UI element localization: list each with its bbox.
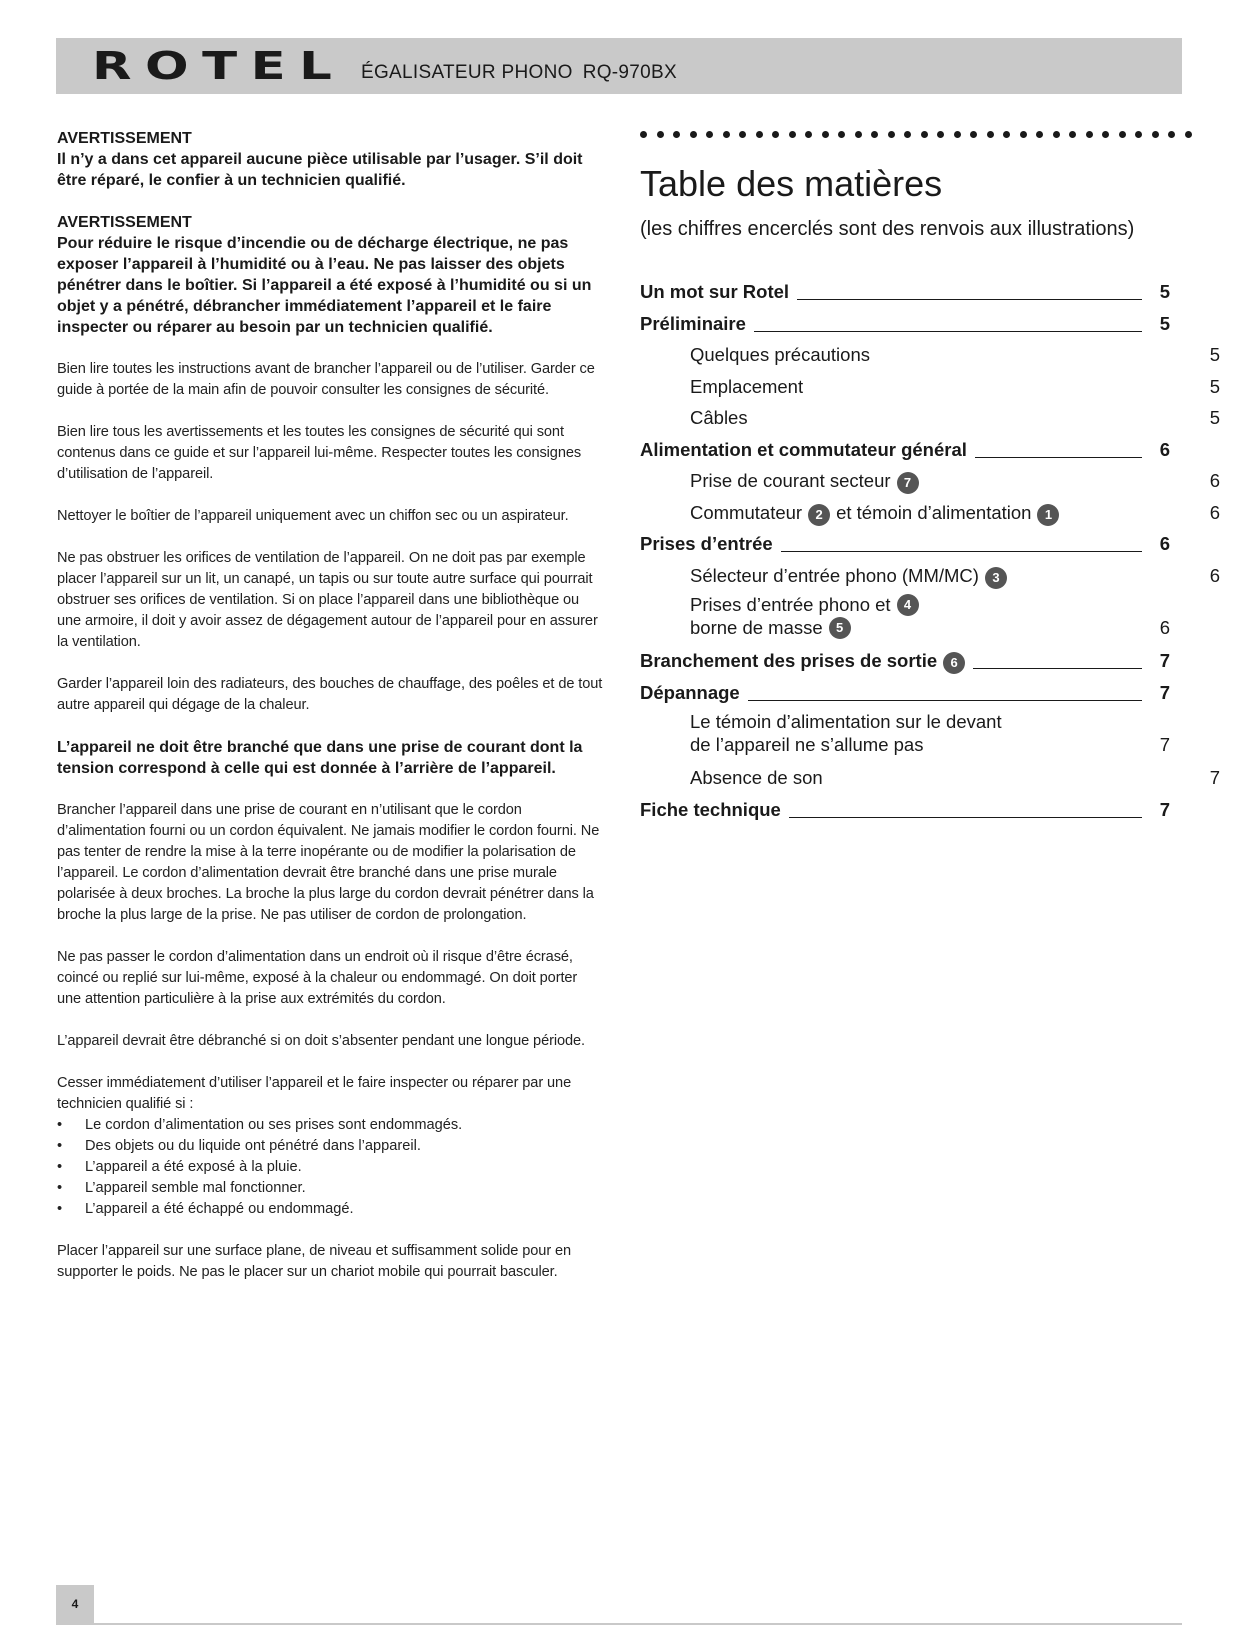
voltage-warning: L’appareil ne doit être branché que dans une prise de courant dont la tension correspond à celle qui est donnée à l’arrière de l’appareil. bbox=[57, 739, 583, 777]
toc-entry[interactable]: Branchement des prises de sortie 6 7 bbox=[640, 645, 1170, 677]
divider-dot bbox=[805, 131, 812, 138]
toc-entry[interactable]: Fiche technique 7 bbox=[640, 798, 1170, 820]
product-name: ÉGALISATEUR PHONO bbox=[361, 62, 573, 83]
callout-badge: 1 bbox=[1037, 504, 1059, 526]
safety-paragraph: Bien lire tous les avertissements et les toutes les consignes de sécurité qui sont contenus dans ce guide et sur l’appareil lui-même. Respecter toutes les consignes d’utilisation de l’appareil. bbox=[57, 424, 582, 482]
safety-paragraph: L’appareil devrait être débranché si on doit s’absenter pendant une longue période. bbox=[57, 1033, 585, 1049]
product-model: RQ-970BX bbox=[582, 62, 677, 83]
safety-column bbox=[57, 128, 605, 1304]
safety-paragraph: Garder l’appareil loin des radiateurs, des bouches de chauffage, des poêles et de tout autre appareil qui dégage de la chaleur. bbox=[57, 676, 603, 713]
toc-entry[interactable]: Emplacement 5 bbox=[690, 375, 1220, 397]
divider-dot bbox=[1152, 131, 1159, 138]
page-number: 4 bbox=[71, 1597, 79, 1611]
divider-dot bbox=[1135, 131, 1142, 138]
toc-column bbox=[640, 128, 1220, 825]
divider-dot bbox=[690, 131, 697, 138]
callout-badge: 5 bbox=[829, 617, 851, 639]
rotel-logo: ROTEL bbox=[92, 44, 346, 88]
divider-dot bbox=[1185, 131, 1192, 138]
divider-dot bbox=[904, 131, 911, 138]
toc-entry[interactable]: Prise de courant secteur 7 6 bbox=[640, 465, 1220, 497]
divider-dot bbox=[1069, 131, 1076, 138]
divider-dot bbox=[739, 131, 746, 138]
warning-body: Pour réduire le risque d’incendie ou de décharge électrique, ne pas exposer l’appareil à l’humidité ou à l’eau. Ne pas laisser des objets pénétrer dans le boîtier. Si l’appareil a été exposé à l’humidité ou si un objet y a pénétré, débrancher immédiatement l’appareil et le faire inspecter ou réparer au besoin par un technicien qualifié. bbox=[57, 235, 592, 336]
divider-dot bbox=[871, 131, 878, 138]
divider-dot bbox=[987, 131, 994, 138]
toc-entry[interactable]: Commutateur 2 et témoin d’alimentation 1 6 bbox=[640, 497, 1220, 529]
callout-badge: 4 bbox=[897, 594, 919, 616]
divider-dot bbox=[838, 131, 845, 138]
safety-paragraph: Cesser immédiatement d’utiliser l’appareil et le faire inspecter ou réparer par une technicien qualifié si : bbox=[57, 1075, 572, 1112]
table-of-contents bbox=[640, 276, 1220, 825]
divider-dot bbox=[921, 131, 928, 138]
divider-dot bbox=[1003, 131, 1010, 138]
toc-entry[interactable]: Le témoin d’alimentation sur le devant de l’appareil ne s’allume pas 7 bbox=[690, 711, 1170, 755]
safety-paragraph: Placer l’appareil sur une surface plane, de niveau et suffisamment solide pour en supporter le poids. Ne pas le placer sur un chariot mobile qui pourrait basculer. bbox=[57, 1243, 572, 1280]
divider-dot bbox=[954, 131, 961, 138]
divider-dot bbox=[756, 131, 763, 138]
safety-paragraph: Ne pas obstruer les orifices de ventilation de l’appareil. On ne doit pas par exemple placer l’appareil sur un lit, un canapé, un tapis ou sur toute autre surface qui pourrait obstruer ses orifices de ventilation. Si on place l’appareil dans une bibliothèque ou une armoire, il doit y avoir assez de dégagement autour de l’appareil pour en assurer la ventilation. bbox=[57, 550, 598, 650]
divider-dot bbox=[723, 131, 730, 138]
divider-dot bbox=[970, 131, 977, 138]
safety-paragraph: Bien lire toutes les instructions avant de brancher l’appareil ou de l’utiliser. Garder ce guide à portée de la main afin de pouvoir consulter les consignes de sécurité. bbox=[57, 361, 595, 398]
list-item: • L’appareil semble mal fonctionner. bbox=[57, 1180, 306, 1196]
divider-dot bbox=[1119, 131, 1126, 138]
divider-dot bbox=[706, 131, 713, 138]
list-item: • L’appareil a été exposé à la pluie. bbox=[57, 1159, 302, 1175]
callout-badge: 7 bbox=[897, 472, 919, 494]
divider-dot bbox=[822, 131, 829, 138]
list-item: • Le cordon d’alimentation ou ses prises sont endommagés. bbox=[57, 1117, 463, 1133]
list-item: • Des objets ou du liquide ont pénétré dans l’appareil. bbox=[57, 1138, 421, 1154]
divider-dot bbox=[1020, 131, 1027, 138]
toc-entry[interactable]: Préliminaire 5 bbox=[640, 312, 1170, 334]
divider-dot bbox=[772, 131, 779, 138]
warning-body: Il n’y a dans cet appareil aucune pièce utilisable par l’usager. S’il doit être réparé, le confier à un technicien qualifié. bbox=[57, 151, 583, 189]
divider-dot bbox=[888, 131, 895, 138]
warning-title: AVERTISSEMENT bbox=[57, 130, 192, 147]
toc-entry[interactable]: Quelques précautions 5 bbox=[690, 344, 1220, 365]
callout-badge: 6 bbox=[943, 652, 965, 674]
toc-entry[interactable]: Prises d’entrée 6 bbox=[640, 533, 1170, 554]
footer-rule bbox=[94, 1623, 1182, 1625]
divider-dot bbox=[1053, 131, 1060, 138]
divider-dot bbox=[673, 131, 680, 138]
toc-title: Table des matières bbox=[640, 163, 943, 204]
callout-badge: 2 bbox=[808, 504, 830, 526]
toc-entry[interactable]: Absence de son 7 bbox=[690, 767, 1220, 788]
toc-entry[interactable]: Un mot sur Rotel 5 bbox=[640, 281, 1170, 302]
warning-title: AVERTISSEMENT bbox=[57, 214, 192, 231]
divider-dot bbox=[1102, 131, 1109, 138]
divider-dot bbox=[937, 131, 944, 138]
list-item: • L’appareil a été échappé ou endommagé. bbox=[57, 1201, 354, 1217]
divider-dot bbox=[789, 131, 796, 138]
divider-dot bbox=[1036, 131, 1043, 138]
toc-entry[interactable]: Sélecteur d’entrée phono (MM/MC) 3 6 bbox=[640, 560, 1220, 592]
page-number-box bbox=[56, 1585, 94, 1625]
dotted-divider bbox=[640, 128, 1192, 142]
service-conditions-list bbox=[57, 1115, 605, 1220]
divider-dot bbox=[657, 131, 664, 138]
safety-paragraph: Ne pas passer le cordon d’alimentation dans un endroit où il risque d’être écrasé, coincé ou replié sur lui-même, exposé à la chaleur ou endommagé. On doit porter une attention particulière à la prise aux extrémités du cordon. bbox=[57, 949, 578, 1007]
toc-subtitle: (les chiffres encerclés sont des renvois aux illustrations) bbox=[640, 218, 1135, 240]
toc-entry[interactable]: Alimentation et commutateur général 6 bbox=[640, 438, 1170, 460]
divider-dot bbox=[640, 131, 647, 138]
safety-paragraph: Nettoyer le boîtier de l’appareil uniquement avec un chiffon sec ou un aspirateur. bbox=[57, 508, 569, 524]
page-header bbox=[56, 38, 1182, 94]
divider-dot bbox=[1168, 131, 1175, 138]
divider-dot bbox=[855, 131, 862, 138]
toc-entry[interactable]: Dépannage 7 bbox=[640, 681, 1170, 703]
toc-entry[interactable]: Câbles 5 bbox=[690, 407, 1220, 428]
header-title bbox=[361, 62, 677, 84]
callout-badge: 3 bbox=[985, 567, 1007, 589]
divider-dot bbox=[1086, 131, 1093, 138]
toc-entry[interactable]: Prises d’entrée phono et 4 borne de masse 5 6 bbox=[690, 594, 1170, 638]
safety-paragraph: Brancher l’appareil dans une prise de courant en n’utilisant que le cordon d’alimentation fourni ou un cordon équivalent. Ne jamais modifier le cordon fourni. Ne pas tenter de rendre la mise à la terre inopérante ou de modifier la polarisation de l’appareil. Le cordon d’alimentation devrait être branché dans une prise murale polarisée à deux broches. La broche la plus large du cordon devrait pénétrer dans la broche la plus large de la prise. Ne pas utiliser de cordon de prolongation. bbox=[57, 802, 600, 923]
